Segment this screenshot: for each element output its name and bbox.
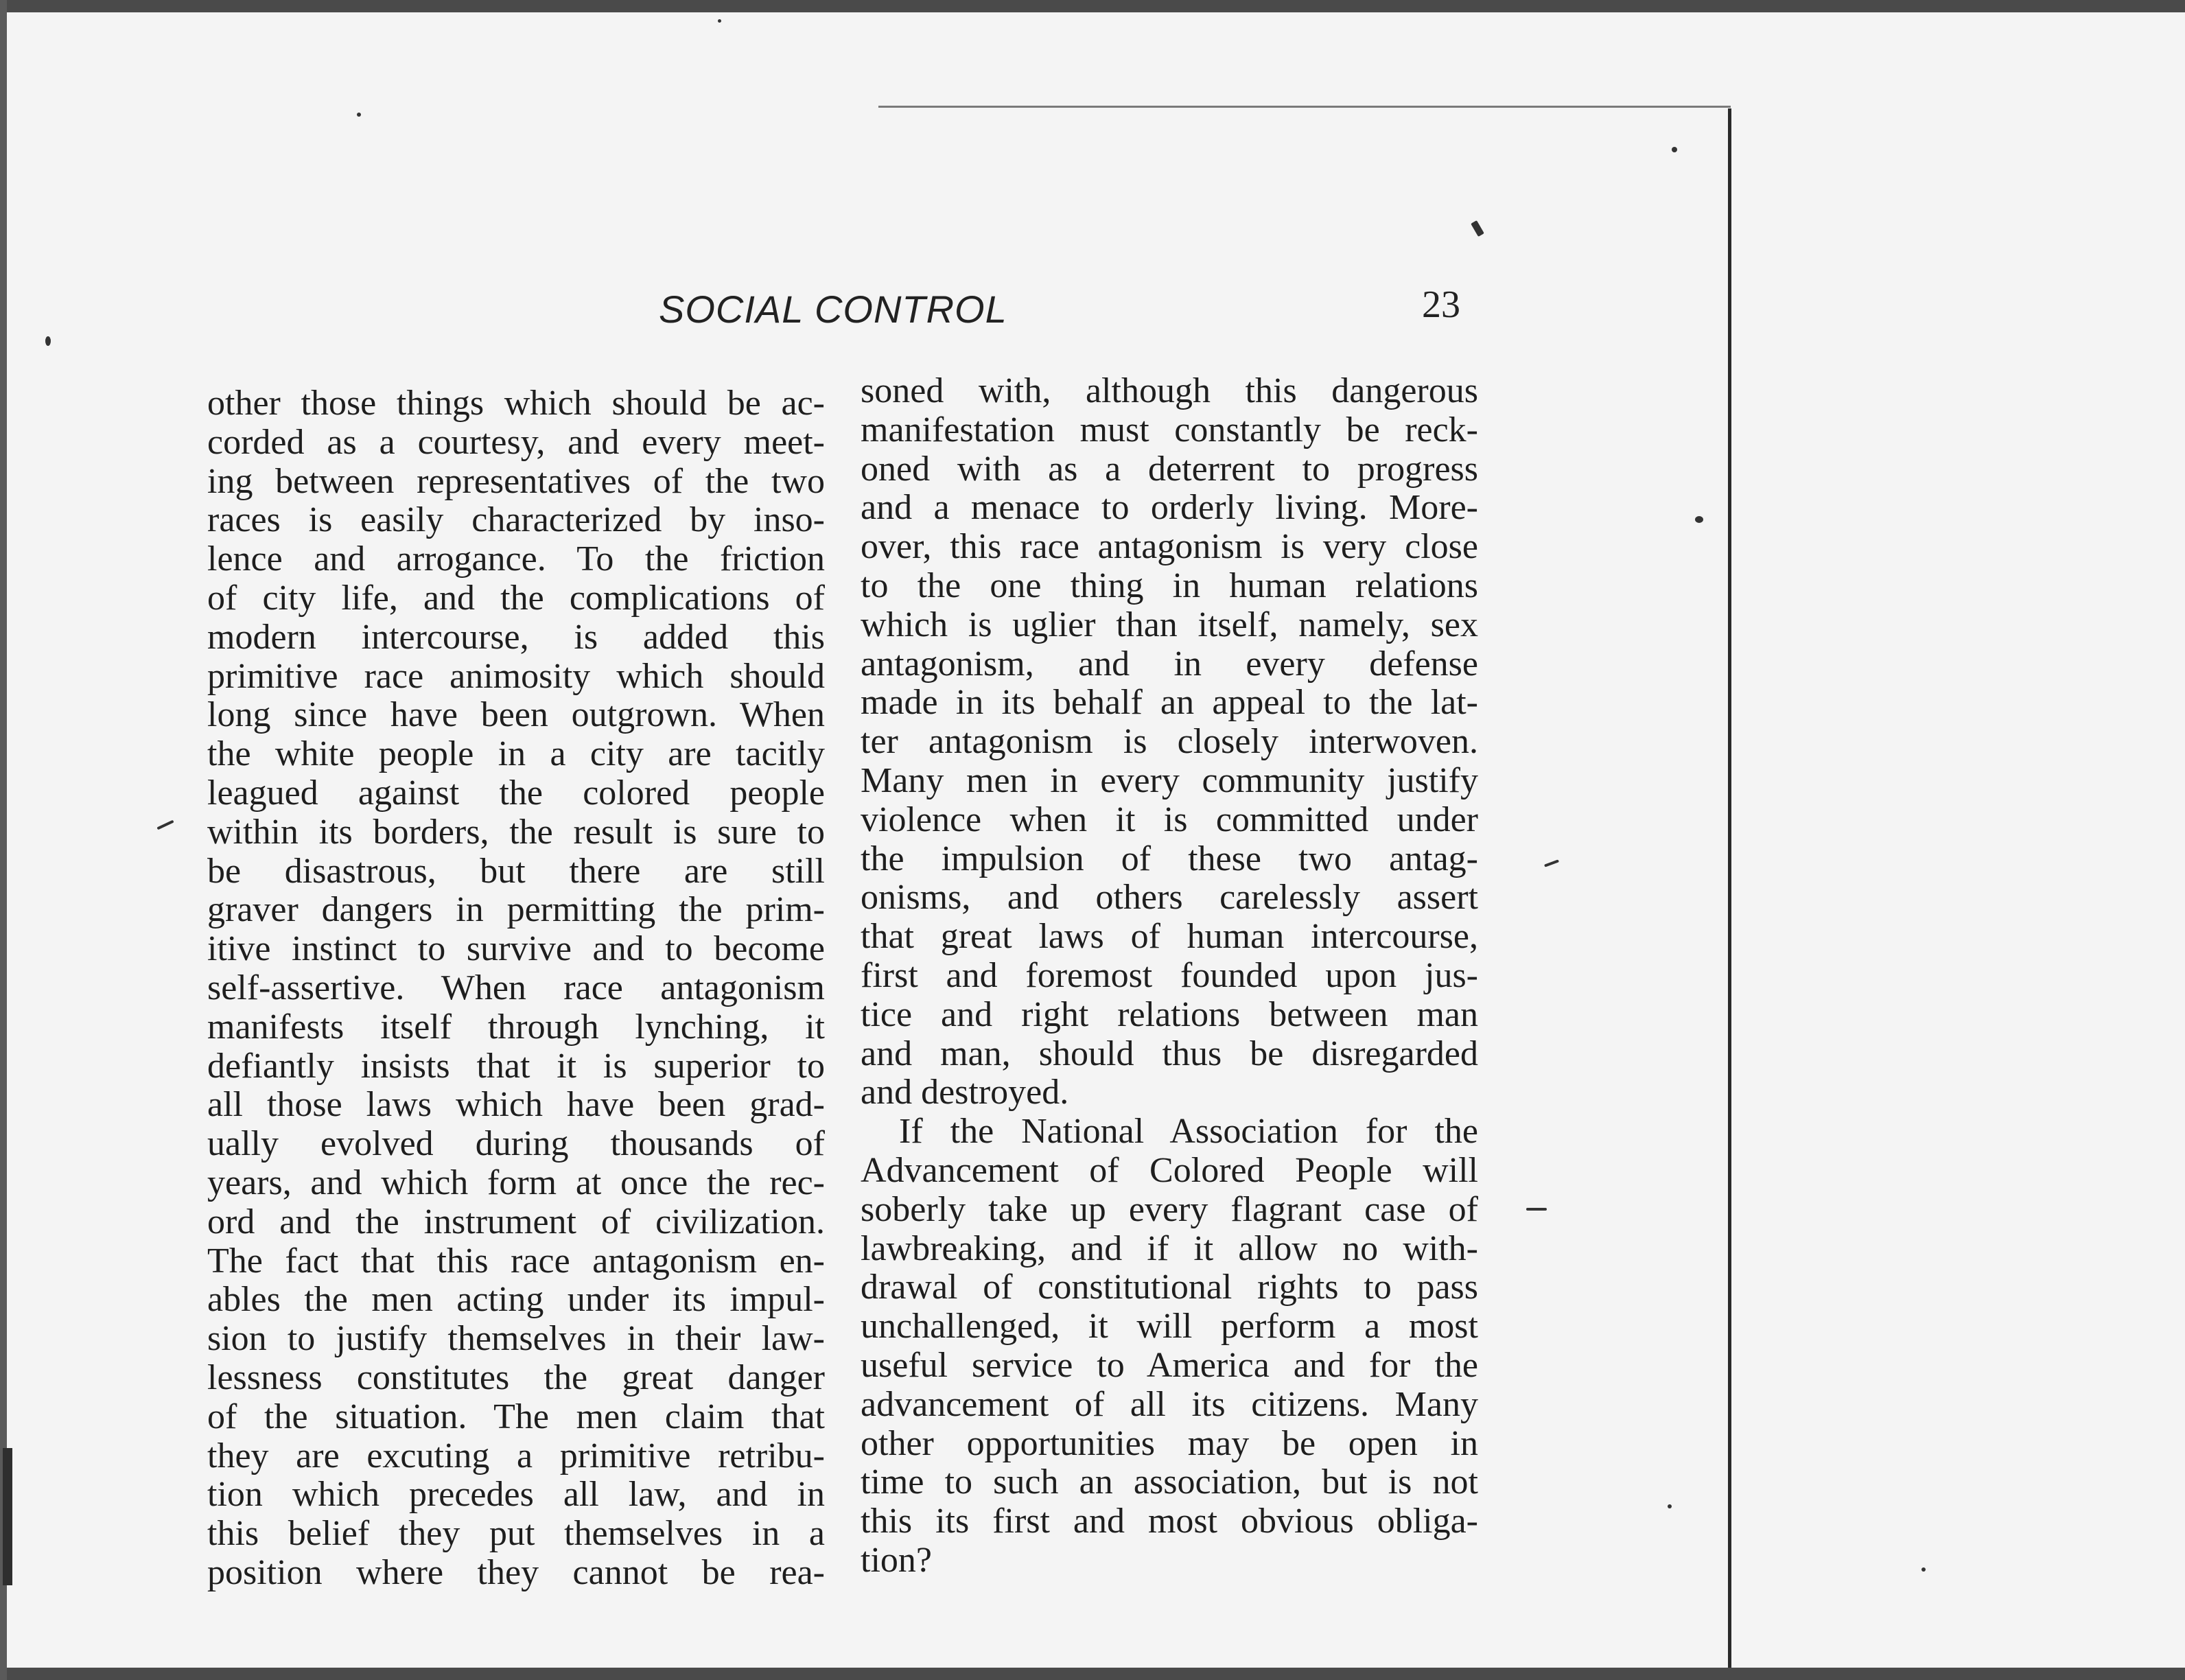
text-line: of the situation. The men claim that (207, 1397, 825, 1436)
text-line: the white people in a city are tacitly (207, 734, 825, 774)
text-line: oned with as a deterrent to progress (861, 449, 1478, 489)
text-line: antagonism, and in every defense (861, 644, 1478, 684)
scan-speck (1672, 147, 1677, 152)
text-line: Many men in every community justify (861, 760, 1478, 800)
scan-speck (1544, 859, 1559, 867)
text-line: lessness constitutes the great danger (207, 1357, 825, 1397)
text-line: Advancement of Colored People will (861, 1150, 1478, 1190)
text-line: time to such an association, but is not (861, 1462, 1478, 1502)
text-line: lawbreaking, and if it allow no with- (861, 1228, 1478, 1268)
text-line: violence when it is committed under (861, 800, 1478, 839)
page-edge-right (1728, 108, 1731, 1668)
text-line: ables the men acting under its impul- (207, 1280, 825, 1320)
text-line: of city life, and the complications of (207, 578, 825, 618)
text-line: The fact that this race antagonism en- (207, 1241, 825, 1281)
left-column (207, 384, 825, 1593)
text-line: all those laws which have been grad- (207, 1085, 825, 1125)
text-line: years, and which form at once the rec- (207, 1163, 825, 1202)
text-line: ually evolved during thousands of (207, 1124, 825, 1164)
scan-speck (718, 19, 721, 23)
text-line: that great laws of human intercourse, (861, 917, 1478, 957)
text-line: tice and right relations between man (861, 994, 1478, 1034)
scan-speck (1921, 1567, 1926, 1572)
page-edge-top (878, 106, 1731, 108)
text-line: this its first and most obvious obliga- (861, 1502, 1478, 1541)
text-line: races is easily characterized by inso- (207, 500, 825, 540)
text-line: soberly take up every flagrant case of (861, 1189, 1478, 1229)
scan-speck (1668, 1504, 1672, 1508)
text-line: manifests itself through lynching, it (207, 1007, 825, 1047)
text-line: other opportunities may be open in (861, 1423, 1478, 1463)
running-header-title: SOCIAL CONTROL (659, 288, 1007, 331)
text-line: over, this race antagonism is very close (861, 527, 1478, 567)
text-line: unchallenged, it will perform a most (861, 1307, 1478, 1346)
text-line: other those things which should be ac- (207, 384, 825, 423)
text-line: primitive race animosity which should (207, 656, 825, 696)
text-line: first and foremost founded upon jus- (861, 955, 1478, 995)
scan-border-top (0, 0, 2185, 12)
text-line: ord and the instrument of civilization. (207, 1202, 825, 1241)
text-line: this belief they put themselves in a (207, 1514, 825, 1554)
text-line: tion? (861, 1540, 932, 1580)
text-line: be disastrous, but there are still (207, 851, 825, 891)
text-line: soned with, although this dangerous (861, 371, 1478, 410)
scan-smudge (3, 1448, 12, 1585)
text-line: and destroyed. (861, 1073, 1069, 1112)
text-line: made in its behalf an appeal to the lat- (861, 683, 1478, 723)
text-line: position where they cannot be rea- (207, 1552, 825, 1592)
text-line: and a menace to orderly living. More- (861, 488, 1478, 528)
scan-speck (1695, 516, 1703, 523)
text-line: lence and arrogance. To the friction (207, 539, 825, 579)
right-column (861, 372, 1478, 1580)
text-line: leagued against the colored people (207, 773, 825, 813)
scan-border-bottom (0, 1668, 2185, 1680)
text-line: long since have been outgrown. When (207, 695, 825, 735)
text-line: and man, should thus be disregarded (861, 1034, 1478, 1073)
text-line: ter antagonism is closely interwoven. (861, 722, 1478, 762)
text-line: ing between representatives of the two (207, 461, 825, 501)
scan-speck (1526, 1208, 1547, 1211)
text-line: to the one thing in human relations (861, 565, 1478, 605)
text-line: self-assertive. When race antagonism (207, 968, 825, 1007)
text-line: they are excuting a primitive retribu- (207, 1436, 825, 1475)
text-line: itive instinct to survive and to become (207, 929, 825, 969)
text-line: corded as a courtesy, and every meet- (207, 422, 825, 462)
scan-speck (357, 113, 361, 117)
scan-speck (45, 336, 51, 346)
text-line: drawal of constitutional rights to pass (861, 1268, 1478, 1307)
text-line: If the National Association for the (899, 1112, 1478, 1152)
text-line: manifestation must constantly be reck- (861, 410, 1478, 450)
text-line: useful service to America and for the (861, 1345, 1478, 1385)
scan-speck (156, 820, 174, 830)
text-line: defiantly insists that it is superior to (207, 1046, 825, 1086)
text-line: which is uglier than itself, namely, sex (861, 605, 1478, 644)
page-number: 23 (1422, 283, 1460, 326)
text-line: tion which precedes all law, and in (207, 1475, 825, 1515)
text-line: the impulsion of these two antag- (861, 839, 1478, 878)
scan-border-left (0, 0, 7, 1680)
text-line: within its borders, the result is sure to (207, 812, 825, 852)
scan-speck (1471, 220, 1484, 237)
text-line: graver dangers in permitting the prim- (207, 890, 825, 930)
text-line: modern intercourse, is added this (207, 617, 825, 657)
text-line: onisms, and others carelessly assert (861, 878, 1478, 918)
text-line: advancement of all its citizens. Many (861, 1384, 1478, 1424)
text-line: sion to justify themselves in their law- (207, 1319, 825, 1359)
